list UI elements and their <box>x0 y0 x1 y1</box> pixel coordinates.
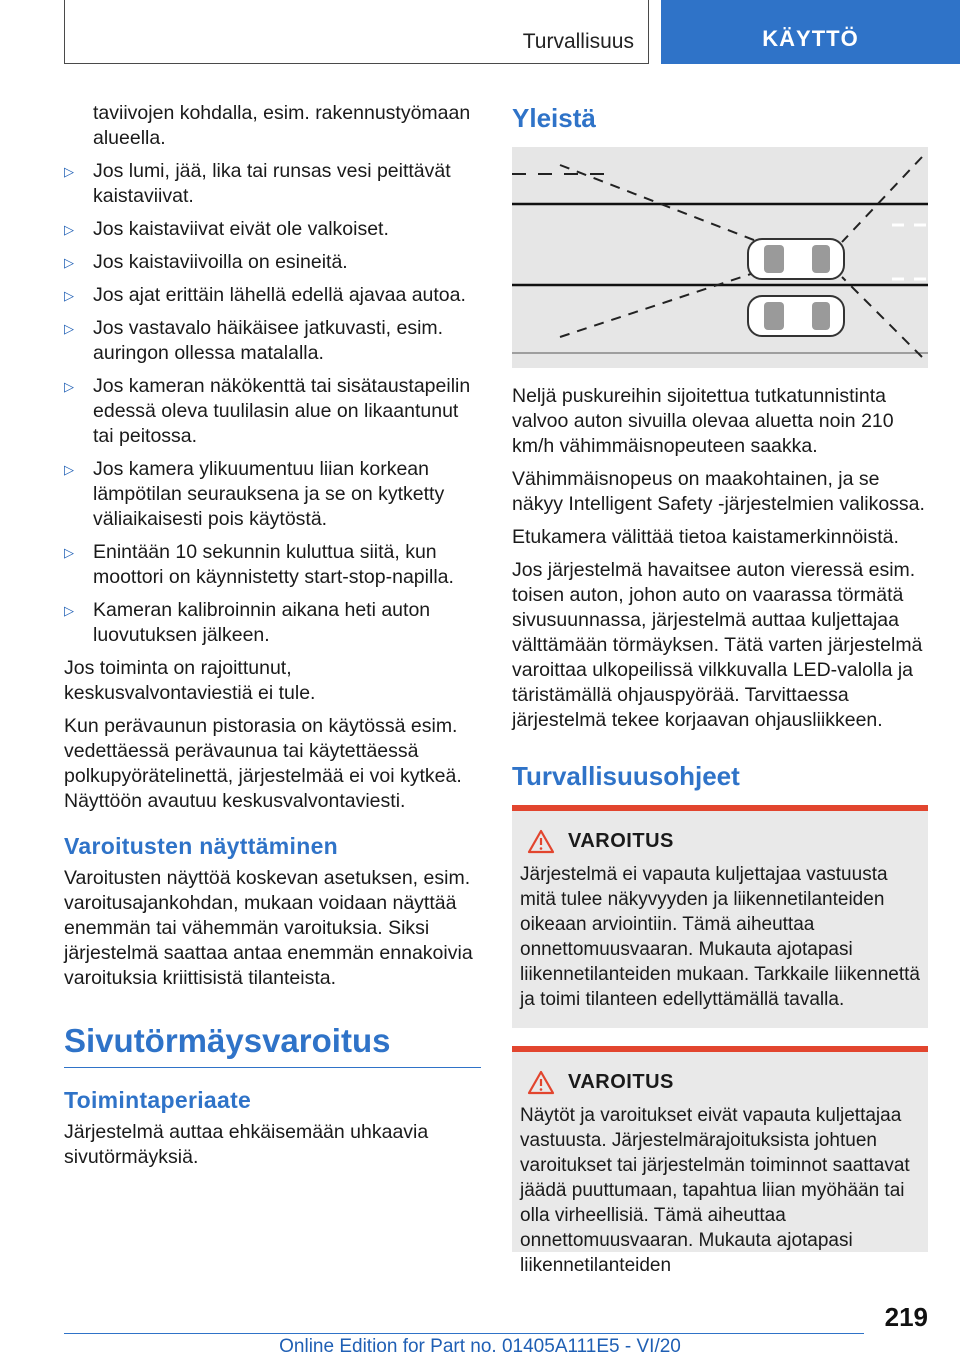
list-item: ▷ Kameran kalibroinnin aikana heti auton luovutuksen jälkeen. <box>64 599 431 646</box>
road-surface <box>512 147 928 368</box>
intro-continuation: taviivojen kohdalla, esim. rakennustyömaan alueella. <box>93 102 471 149</box>
list-item: ▷ Jos kaistaviivat eivät ole valkoiset. <box>64 218 389 240</box>
heading-general: Yleistä <box>512 103 596 133</box>
list-item: ▷ Jos lumi, jää, lika tai runsas vesi peittävät kaistaviivat. <box>64 160 451 207</box>
list-item: ▷ Enintään 10 sekunnin kuluttua siitä, kun moottori on käynnistetty start-stop-napilla. <box>64 541 454 588</box>
paragraph: Kun perävaunun pistorasia on käytössä esim. vedettäessä perävaunua tai käytettäessä polkupyörätelinettä, järjestelmää ei voi kytkeä. Näyttöön avautuu keskusvalvontaviesti. <box>64 715 462 812</box>
list-item: ▷ Jos vastavalo häikäisee jatkuvasti, esim. auringon ollessa matalalla. <box>64 317 444 364</box>
list-item: ▷ Jos kaistaviivoilla on esineitä. <box>64 251 348 273</box>
warning-text: Järjestelmä ei vapauta kuljettajaa vastuusta mitä tulee näkyvyyden ja liikennetilanteiden oikeaan arviointiin. Tämä aiheuttaa onnettomuusvaaran. Mukauta ajotapasi liikennetilanteiden mukaan. Tarkkaile liikennettä ja toimi tilanteen edellyttämällä tavalla. <box>520 864 920 1010</box>
list-item: ▷ Jos kameran näkökenttä tai sisätaustapeilin edessä oleva tuulilasin alue on likaantunut tai peitossa. <box>64 375 471 447</box>
radar-illustration <box>512 147 928 368</box>
heading-side-collision: Sivutörmäysvaroitus <box>64 1022 391 1059</box>
paragraph: Vähimmäisnopeus on maakohtainen, ja se näkyy Intelligent Safety -järjestelmien valikossa. <box>512 468 925 515</box>
radar-diagram <box>512 147 928 368</box>
heading-principle: Toimintaperiaate <box>64 1087 252 1113</box>
list-item: ▷ Jos ajat erittäin lähellä edellä ajavaa autoa. <box>64 284 466 306</box>
list-item: ▷ Jos kamera ylikuumentuu liian korkean lämpötilan seurauksena ja se on kytketty väliaikaisesti pois käytöstä. <box>64 458 445 530</box>
right-column <box>512 101 928 1276</box>
paragraph: Jos toiminta on rajoittunut, keskusvalvontaviestiä ei tule. <box>64 657 316 704</box>
paragraph: Varoitusten näyttöä koskevan asetuksen, esim. varoitusajankohdan, mukaan voidaan näyttää enemmän tai vähemmän varoituksia. Siksi järjestelmä saattaa antaa enemmän ennakoivia varoituksia kriittisistä tilanteista. <box>64 867 473 989</box>
triangle-bullet-icon: ▷ <box>64 462 74 477</box>
triangle-bullet-icon: ▷ <box>64 321 74 336</box>
warning-title: VAROITUS <box>568 830 674 852</box>
warning-header <box>528 1070 920 1095</box>
header-chapter-label: KÄYTTÖ <box>762 26 859 51</box>
triangle-bullet-icon: ▷ <box>64 545 74 560</box>
footer <box>0 1336 960 1358</box>
left-column <box>64 101 481 1178</box>
warning-header <box>528 829 920 854</box>
heading-safety: Turvallisuusohjeet <box>512 761 740 791</box>
triangle-bullet-icon: ▷ <box>64 379 74 394</box>
warning-box <box>512 1046 928 1276</box>
triangle-bullet-icon: ▷ <box>64 164 74 179</box>
page-number: 219 <box>884 1302 928 1332</box>
warning-triangle-icon <box>528 1071 554 1094</box>
header-section-title: Turvallisuus <box>522 30 634 53</box>
triangle-bullet-icon: ▷ <box>64 603 74 618</box>
warning-box <box>512 805 928 1028</box>
header-chapter-tab[interactable] <box>661 0 960 64</box>
car-top-icon <box>748 239 844 279</box>
footer-rule <box>64 1333 864 1334</box>
warning-text: Näytöt ja varoitukset eivät vapauta kuljettajaa vastuusta. Järjestelmärajoituksista johtuen varoitukset tai järjestelmän toiminnot saattavat jäädä puuttumaan, tapahtua liian myöhään tai olla virheellisiä. Tämä aiheuttaa onnettomuusvaaran. Mukauta ajotapasi liikennetilanteiden <box>520 1105 910 1276</box>
car-bottom-icon <box>748 296 844 336</box>
triangle-bullet-icon: ▷ <box>64 288 74 303</box>
triangle-bullet-icon: ▷ <box>64 222 74 237</box>
heading-rule <box>64 1067 481 1068</box>
footer-edition: Online Edition for Part no. 01405A111E5 - VI/20 <box>279 1336 681 1357</box>
paragraph: Järjestelmä auttaa ehkäisemään uhkaavia sivutörmäyksiä. <box>64 1121 429 1168</box>
paragraph: Etukamera välittää tietoa kaistamerkinnöistä. <box>512 526 899 548</box>
paragraph: Neljä puskureihin sijoitettua tutkatunnistinta valvoo auton sivuilla olevaa aluetta noin 210 km/h vähimmäisnopeuteen saakka. <box>512 385 894 457</box>
warning-title: VAROITUS <box>568 1071 674 1093</box>
paragraph: Jos järjestelmä havaitsee auton vieressä esim. toisen auton, johon auto on vaarassa törmätä sivusuunnassa, järjestelmä auttaa kuljettajaa välttämään törmäyksen. Tätä varten järjestelmä varoittaa ulkopeilissä vilkkuvalla LED-valolla ja täristämällä ohjauspyörää. Tarvittaessa järjestelmä tekee korjaavan ohjausliikkeen. <box>512 559 923 731</box>
warning-triangle-icon <box>528 830 554 853</box>
heading-warnings: Varoitusten näyttäminen <box>64 833 339 859</box>
triangle-bullet-icon: ▷ <box>64 255 74 270</box>
